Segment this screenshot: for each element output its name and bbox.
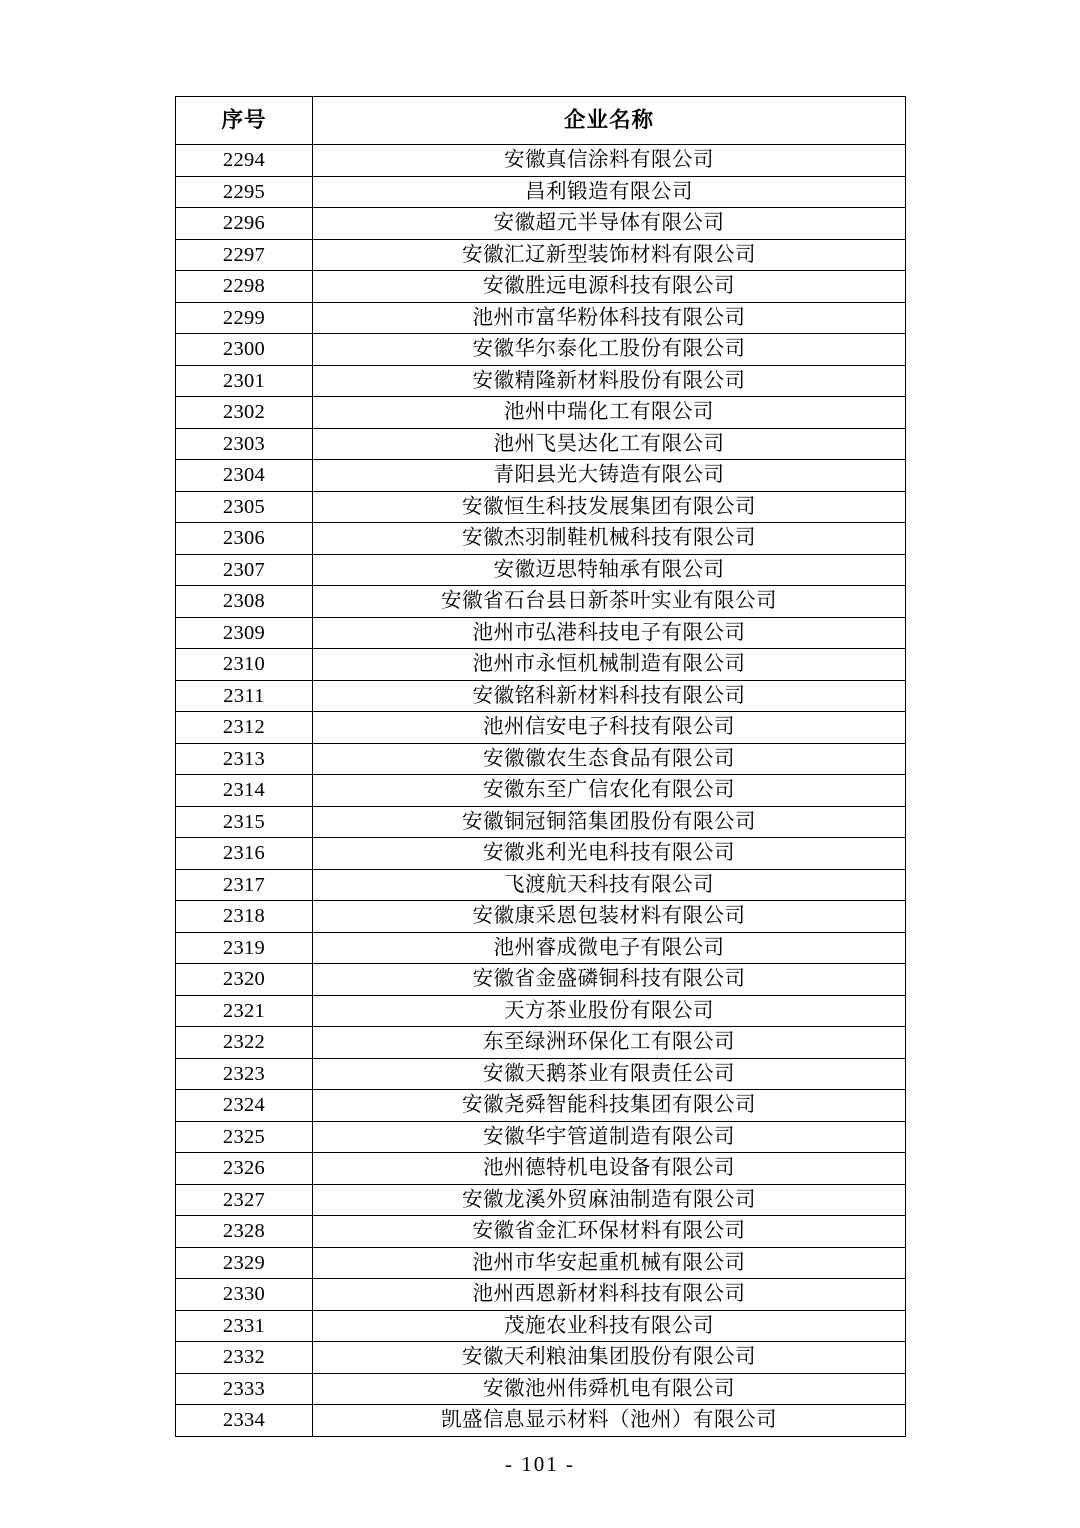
cell-sequence: 2315: [176, 806, 313, 838]
cell-enterprise-name: 池州飞昊达化工有限公司: [313, 428, 906, 460]
cell-enterprise-name: 东至绿洲环保化工有限公司: [313, 1027, 906, 1059]
enterprise-list-table-container: [175, 96, 905, 1437]
table-row: [176, 964, 906, 996]
table-row: [176, 649, 906, 681]
table-row: [176, 617, 906, 649]
table-row: [176, 1342, 906, 1374]
cell-enterprise-name: 池州西恩新材料科技有限公司: [313, 1279, 906, 1311]
cell-enterprise-name: 天方茶业股份有限公司: [313, 995, 906, 1027]
table-row: [176, 428, 906, 460]
table-header: [176, 97, 906, 145]
cell-sequence: 2314: [176, 775, 313, 807]
cell-sequence: 2313: [176, 743, 313, 775]
cell-sequence: 2295: [176, 176, 313, 208]
table-row: [176, 302, 906, 334]
cell-sequence: 2300: [176, 334, 313, 366]
table-row: [176, 460, 906, 492]
cell-enterprise-name: 安徽天鹅茶业有限责任公司: [313, 1058, 906, 1090]
cell-enterprise-name: 池州睿成微电子有限公司: [313, 932, 906, 964]
cell-enterprise-name: 池州市弘港科技电子有限公司: [313, 617, 906, 649]
cell-sequence: 2302: [176, 397, 313, 429]
cell-sequence: 2311: [176, 680, 313, 712]
cell-sequence: 2325: [176, 1121, 313, 1153]
cell-sequence: 2307: [176, 554, 313, 586]
cell-enterprise-name: 安徽徽农生态食品有限公司: [313, 743, 906, 775]
cell-enterprise-name: 安徽铭科新材料科技有限公司: [313, 680, 906, 712]
cell-enterprise-name: 安徽东至广信农化有限公司: [313, 775, 906, 807]
cell-sequence: 2296: [176, 208, 313, 240]
cell-enterprise-name: 安徽省石台县日新茶叶实业有限公司: [313, 586, 906, 618]
table-row: [176, 1279, 906, 1311]
table-row: [176, 1247, 906, 1279]
cell-enterprise-name: 安徽省金汇环保材料有限公司: [313, 1216, 906, 1248]
column-header-enterprise-name: 企业名称: [313, 97, 906, 145]
table-row: [176, 271, 906, 303]
cell-enterprise-name: 安徽恒生科技发展集团有限公司: [313, 491, 906, 523]
cell-enterprise-name: 昌利锻造有限公司: [313, 176, 906, 208]
cell-sequence: 2297: [176, 239, 313, 271]
table-row: [176, 1058, 906, 1090]
cell-enterprise-name: 飞渡航天科技有限公司: [313, 869, 906, 901]
cell-sequence: 2299: [176, 302, 313, 334]
cell-sequence: 2301: [176, 365, 313, 397]
table-row: [176, 838, 906, 870]
cell-enterprise-name: 安徽尧舜智能科技集团有限公司: [313, 1090, 906, 1122]
table-row: [176, 712, 906, 744]
table-row: [176, 743, 906, 775]
cell-enterprise-name: 安徽华尔泰化工股份有限公司: [313, 334, 906, 366]
cell-sequence: 2333: [176, 1373, 313, 1405]
enterprise-list-table: [175, 96, 906, 1437]
cell-enterprise-name: 安徽杰羽制鞋机械科技有限公司: [313, 523, 906, 555]
cell-sequence: 2294: [176, 145, 313, 177]
cell-enterprise-name: 安徽天利粮油集团股份有限公司: [313, 1342, 906, 1374]
table-row: [176, 869, 906, 901]
cell-sequence: 2331: [176, 1310, 313, 1342]
table-row: [176, 365, 906, 397]
table-row: [176, 1153, 906, 1185]
table-row: [176, 1121, 906, 1153]
column-header-sequence: 序号: [176, 97, 313, 145]
table-row: [176, 1184, 906, 1216]
table-row: [176, 1405, 906, 1437]
table-row: [176, 806, 906, 838]
cell-sequence: 2319: [176, 932, 313, 964]
table-row: [176, 176, 906, 208]
cell-sequence: 2334: [176, 1405, 313, 1437]
table-body: [176, 145, 906, 1437]
cell-enterprise-name: 安徽华宇管道制造有限公司: [313, 1121, 906, 1153]
cell-enterprise-name: 安徽精隆新材料股份有限公司: [313, 365, 906, 397]
cell-enterprise-name: 安徽兆利光电科技有限公司: [313, 838, 906, 870]
cell-sequence: 2304: [176, 460, 313, 492]
cell-sequence: 2320: [176, 964, 313, 996]
page-number-footer: - 101 -: [505, 1452, 575, 1476]
cell-sequence: 2306: [176, 523, 313, 555]
cell-enterprise-name: 安徽超元半导体有限公司: [313, 208, 906, 240]
cell-sequence: 2324: [176, 1090, 313, 1122]
cell-enterprise-name: 安徽真信涂料有限公司: [313, 145, 906, 177]
cell-enterprise-name: 池州市富华粉体科技有限公司: [313, 302, 906, 334]
table-row: [176, 1216, 906, 1248]
cell-enterprise-name: 安徽铜冠铜箔集团股份有限公司: [313, 806, 906, 838]
cell-enterprise-name: 池州市华安起重机械有限公司: [313, 1247, 906, 1279]
cell-sequence: 2322: [176, 1027, 313, 1059]
cell-sequence: 2326: [176, 1153, 313, 1185]
cell-sequence: 2298: [176, 271, 313, 303]
cell-sequence: 2305: [176, 491, 313, 523]
cell-sequence: 2312: [176, 712, 313, 744]
table-row: [176, 932, 906, 964]
cell-sequence: 2303: [176, 428, 313, 460]
table-row: [176, 1373, 906, 1405]
table-row: [176, 901, 906, 933]
cell-enterprise-name: 安徽龙溪外贸麻油制造有限公司: [313, 1184, 906, 1216]
table-row: [176, 680, 906, 712]
cell-sequence: 2330: [176, 1279, 313, 1311]
cell-sequence: 2327: [176, 1184, 313, 1216]
cell-enterprise-name: 青阳县光大铸造有限公司: [313, 460, 906, 492]
table-row: [176, 554, 906, 586]
cell-enterprise-name: 安徽胜远电源科技有限公司: [313, 271, 906, 303]
table-header-row: [176, 97, 906, 145]
table-row: [176, 1090, 906, 1122]
cell-enterprise-name: 安徽康采恩包装材料有限公司: [313, 901, 906, 933]
cell-sequence: 2332: [176, 1342, 313, 1374]
table-row: [176, 239, 906, 271]
cell-sequence: 2309: [176, 617, 313, 649]
cell-enterprise-name: 安徽汇辽新型装饰材料有限公司: [313, 239, 906, 271]
table-row: [176, 334, 906, 366]
cell-sequence: 2318: [176, 901, 313, 933]
table-row: [176, 775, 906, 807]
cell-sequence: 2316: [176, 838, 313, 870]
table-row: [176, 995, 906, 1027]
table-row: [176, 397, 906, 429]
cell-enterprise-name: 池州市永恒机械制造有限公司: [313, 649, 906, 681]
table-row: [176, 1310, 906, 1342]
cell-enterprise-name: 安徽池州伟舜机电有限公司: [313, 1373, 906, 1405]
cell-sequence: 2310: [176, 649, 313, 681]
cell-enterprise-name: 池州信安电子科技有限公司: [313, 712, 906, 744]
table-row: [176, 145, 906, 177]
cell-enterprise-name: 凯盛信息显示材料（池州）有限公司: [313, 1405, 906, 1437]
table-row: [176, 491, 906, 523]
cell-sequence: 2308: [176, 586, 313, 618]
table-row: [176, 208, 906, 240]
cell-sequence: 2329: [176, 1247, 313, 1279]
cell-enterprise-name: 茂施农业科技有限公司: [313, 1310, 906, 1342]
cell-enterprise-name: 池州德特机电设备有限公司: [313, 1153, 906, 1185]
table-row: [176, 523, 906, 555]
cell-enterprise-name: 池州中瑞化工有限公司: [313, 397, 906, 429]
cell-sequence: 2323: [176, 1058, 313, 1090]
cell-sequence: 2317: [176, 869, 313, 901]
table-row: [176, 1027, 906, 1059]
cell-enterprise-name: 安徽省金盛磷铜科技有限公司: [313, 964, 906, 996]
cell-sequence: 2321: [176, 995, 313, 1027]
cell-sequence: 2328: [176, 1216, 313, 1248]
cell-enterprise-name: 安徽迈思特轴承有限公司: [313, 554, 906, 586]
table-row: [176, 586, 906, 618]
